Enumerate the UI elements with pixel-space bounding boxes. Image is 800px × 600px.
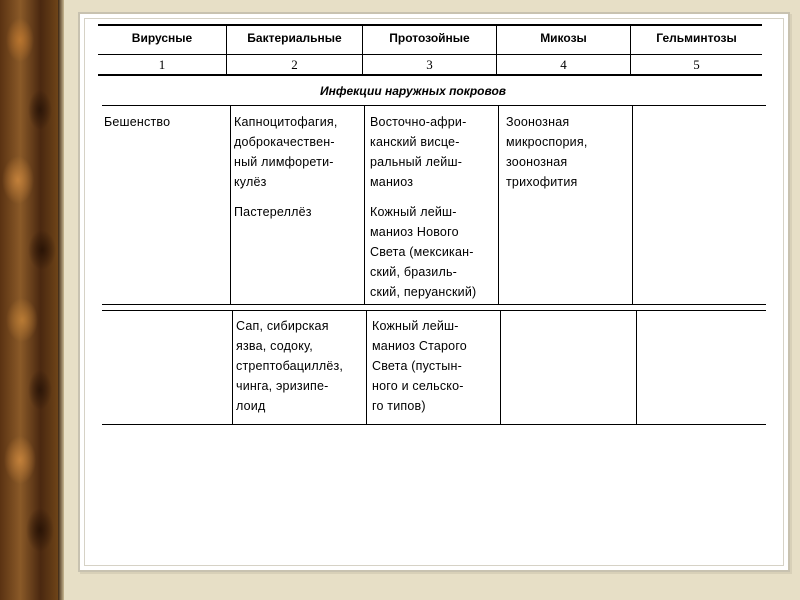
column-number: 5 [693,57,700,72]
column-number: 1 [158,57,166,72]
col-divider [498,105,499,305]
decorative-side-strip [0,0,58,600]
cell-bacterial-row2: Сап, сибирская язва, содоку, стрептобациллёз, чинга, эризипе- лоид [236,319,344,413]
cell-mycoses-row1: Зоонозная микроспория, зоонозная трихофития [506,115,588,189]
cell-viral-row1: Бешенство [104,115,171,129]
col-divider [632,105,633,305]
number-row-rule [98,74,762,76]
col-divider [366,310,367,424]
header-mycoses: Микозы [540,31,587,45]
cell-protozoal-row1-b: Кожный лейш- маниоз Нового Света (мексикан- ский, бразиль- ский, перуанский) [370,205,477,299]
scanned-table [80,14,788,570]
column-number: 2 [291,57,298,72]
row2-bottom-rule [102,424,766,425]
col-divider [364,105,365,305]
section-bottom-rule [102,105,766,106]
header-bottom-rule [98,54,762,55]
col-divider [636,310,637,424]
header-bacterial: Бактериальные [247,31,342,45]
slide-frame [78,12,790,572]
column-number: 3 [426,57,433,72]
header-protozoal: Протозойные [389,31,470,45]
col-divider [500,310,501,424]
row2-top-rule [102,310,766,311]
strip-edge [58,0,64,600]
col-divider [230,105,231,305]
cell-protozoal-row2: Кожный лейш- маниоз Старого Света (пустын- ного и сельско- го типов) [372,319,467,413]
cell-protozoal-row1-a: Восточно-афри- канский висце- ральный лейш- маниоз [370,115,467,189]
cell-bacterial-row1-a: Капноцитофагия, доброкачествен- ный лимфорети- кулёз [234,115,338,189]
cell-bacterial-row1-b: Пастереллёз [234,205,312,219]
col-divider [232,310,233,424]
column-number: 4 [560,57,567,72]
table-top-rule [98,24,762,26]
header-viral: Вирусные [131,31,193,45]
section-title: Инфекции наружных покровов [320,84,507,98]
header-helminthoses: Гельминтозы [656,31,737,45]
row1-bottom-rule [102,304,766,305]
